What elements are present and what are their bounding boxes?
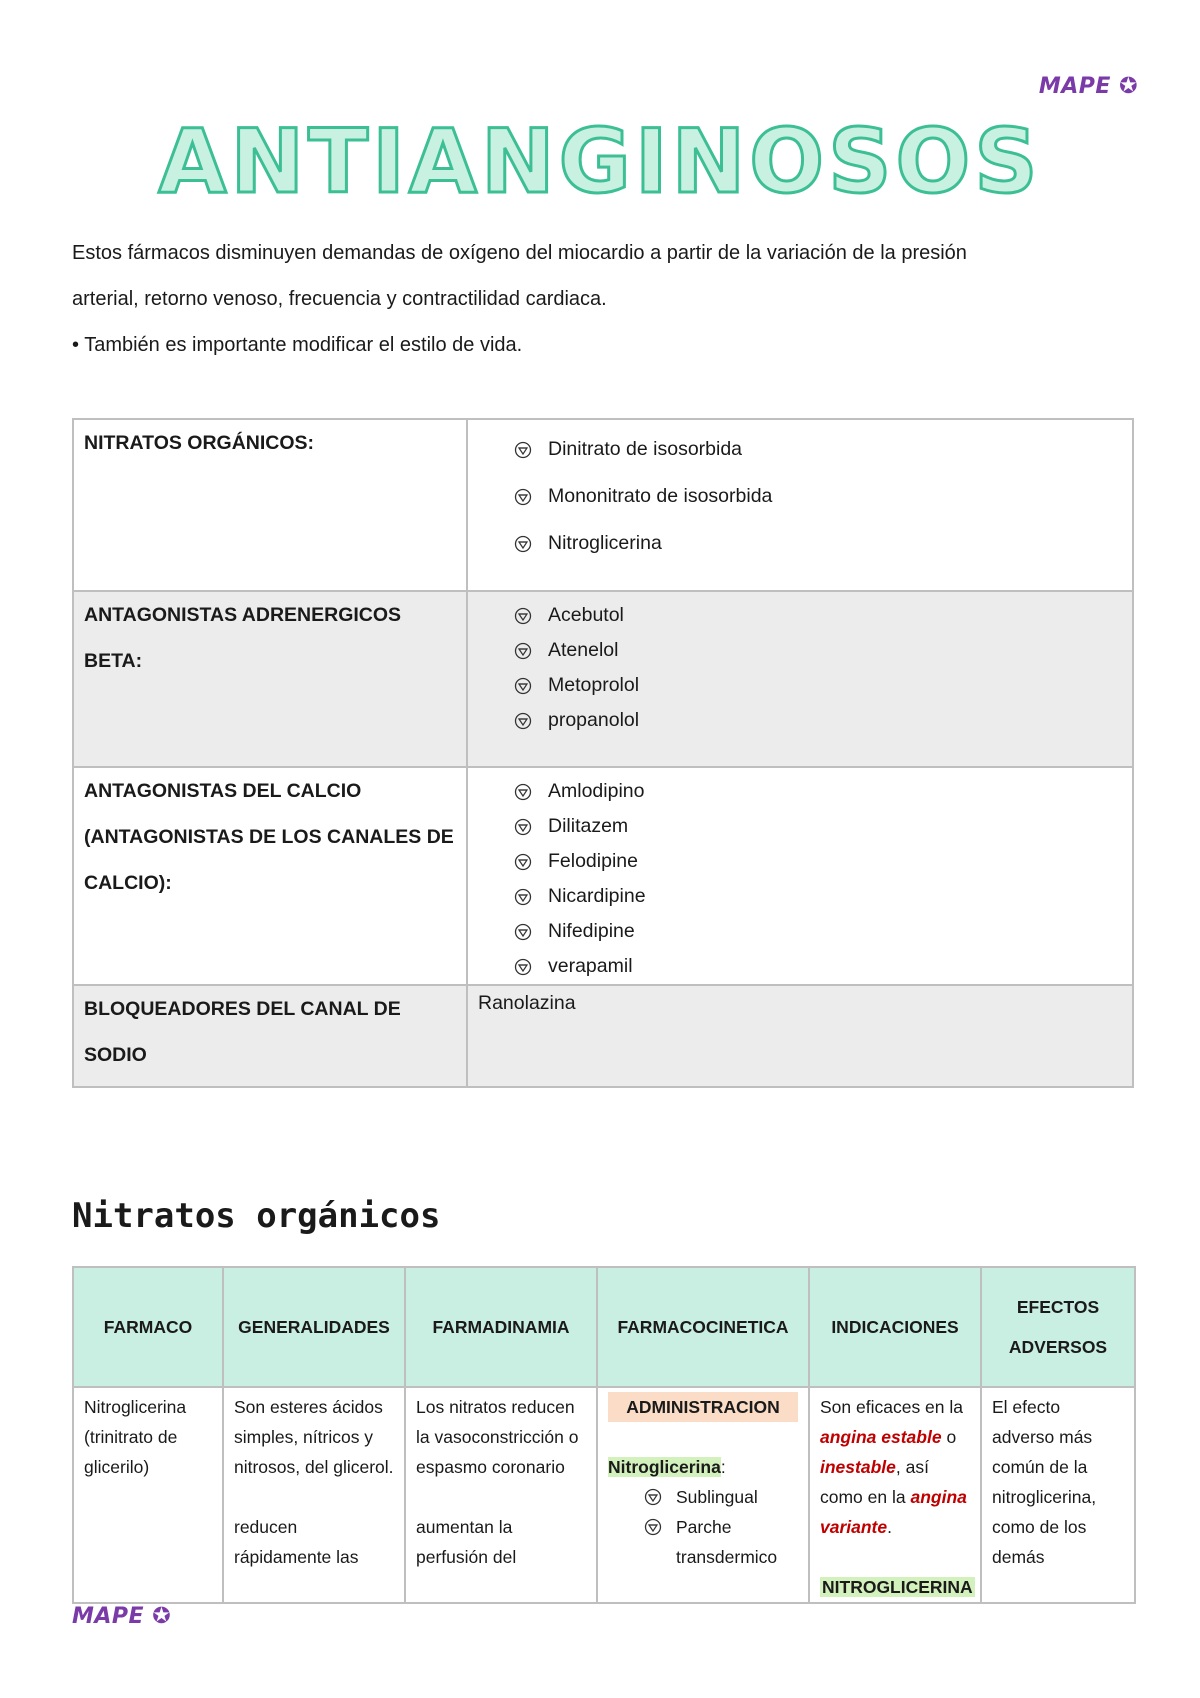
list-item-label: Dinitrato de isosorbida — [548, 438, 743, 460]
intro-line-2: arterial, retorno venoso, frecuencia y contractilidad cardiaca. — [72, 288, 607, 310]
table-row — [73, 1387, 1135, 1603]
gem-bullet-icon — [514, 923, 532, 941]
list-item-label: Nifedipine — [548, 920, 635, 942]
list-item-label: verapamil — [548, 955, 633, 977]
drug-list — [514, 598, 1132, 738]
list-item — [514, 879, 1132, 914]
table-row — [73, 767, 1133, 985]
list-item-label: Nicardipine — [548, 885, 646, 907]
gem-bullet-icon — [514, 607, 532, 625]
column-header: FARMACO — [73, 1267, 223, 1387]
list-item-label: Dilitazem — [548, 815, 629, 837]
gem-bullet-icon — [644, 1488, 662, 1506]
list-item-label: Felodipine — [548, 850, 638, 872]
drug-cell: Ranolazina — [467, 985, 1133, 1087]
list-item-label: Nitroglicerina — [548, 532, 662, 554]
list-item — [514, 473, 1132, 520]
gem-bullet-icon — [514, 712, 532, 730]
drug-list — [514, 774, 1132, 984]
list-item-label: propanolol — [548, 709, 640, 731]
table-row — [73, 419, 1133, 591]
category-cell: BLOQUEADORES DEL CANAL DE SODIO — [73, 985, 467, 1087]
category-cell: ANTAGONISTAS ADRENERGICOS BETA: — [73, 591, 467, 767]
list-item-label: Metoprolol — [548, 674, 640, 696]
farmaco-cell: Nitroglicerina (trinitrato de glicerilo) — [73, 1387, 223, 1603]
list-item — [644, 1512, 798, 1572]
drug-class-table — [72, 418, 1134, 1088]
intro-paragraph — [72, 230, 1132, 368]
list-item — [644, 1482, 798, 1512]
gem-bullet-icon — [514, 488, 532, 506]
list-item — [514, 520, 1132, 567]
intro-line-1: Estos fármacos disminuyen demandas de oxígeno del miocardio a partir de la variación de la presión — [72, 242, 967, 264]
list-item — [514, 844, 1132, 879]
list-item-label: Parche transdermico — [676, 1517, 778, 1567]
generalidades-cell: Son esteres ácidos simples, nítricos y nitrosos, del glicerol. reducen rápidamente las — [223, 1387, 405, 1603]
heart-icon: ✪ — [152, 1604, 172, 1629]
farmadinamia-cell: Los nitratos reducen la vasoconstricción o espasmo coronario aumentan la perfusión del — [405, 1387, 597, 1603]
category-cell: ANTAGONISTAS DEL CALCIO (ANTAGONISTAS DE LOS CANALES DE CALCIO): — [73, 767, 467, 985]
list-item-label: Acebutol — [548, 604, 624, 626]
category-cell: NITRATOS ORGÁNICOS: — [73, 419, 467, 591]
list-item-label: Mononitrato de isosorbida — [548, 485, 773, 507]
intro-bullet: • También es importante modificar el estilo de vida. — [72, 334, 523, 356]
table-row — [73, 591, 1133, 767]
indicaciones-cell: Son eficaces en la angina estable o inestable, así como en la angina variante. NITROGLICERINA — [809, 1387, 981, 1603]
column-header: INDICACIONES — [809, 1267, 981, 1387]
gem-bullet-icon — [514, 888, 532, 906]
brand-logo-bottom: MAPE ✪ — [72, 1604, 172, 1629]
list-item — [514, 426, 1132, 473]
column-header: FARMADINAMIA — [405, 1267, 597, 1387]
list-item-label: Sublingual — [676, 1487, 758, 1507]
list-item — [514, 668, 1132, 703]
list-item — [514, 633, 1132, 668]
administracion-label: ADMINISTRACION — [608, 1392, 798, 1422]
drug-list-cell — [467, 767, 1133, 985]
column-header: GENERALIDADES — [223, 1267, 405, 1387]
drug-list-cell — [467, 591, 1133, 767]
list-item — [514, 809, 1132, 844]
brand-logo-top: MAPE ✪ — [1038, 74, 1138, 99]
nitroglicerina-tag: NITROGLICERINA — [822, 1577, 973, 1597]
page-title: ANTIANGINOSOS — [158, 110, 1042, 213]
list-item — [514, 774, 1132, 809]
list-item — [514, 598, 1132, 633]
gem-bullet-icon — [514, 535, 532, 553]
list-item-label: Atenelol — [548, 639, 619, 661]
list-item — [514, 914, 1132, 949]
list-item-label: Amlodipino — [548, 780, 645, 802]
column-header: EFECTOS ADVERSOS — [981, 1267, 1135, 1387]
gem-bullet-icon — [514, 783, 532, 801]
drug-list-cell — [467, 419, 1133, 591]
gem-bullet-icon — [514, 958, 532, 976]
list-item — [514, 703, 1132, 738]
gem-bullet-icon — [514, 642, 532, 660]
gem-bullet-icon — [514, 818, 532, 836]
header-row — [73, 1267, 1135, 1387]
nitroglicerina-label: Nitroglicerina — [608, 1457, 721, 1477]
column-header: FARMACOCINETICA — [597, 1267, 809, 1387]
heart-icon: ✪ — [1119, 74, 1138, 99]
nitrate-table — [72, 1266, 1136, 1604]
gem-bullet-icon — [514, 677, 532, 695]
gem-bullet-icon — [514, 853, 532, 871]
efectos-cell: El efecto adverso más común de la nitroglicerina, como de los demás — [981, 1387, 1135, 1603]
gem-bullet-icon — [644, 1518, 662, 1536]
route-list — [608, 1482, 798, 1572]
gem-bullet-icon — [514, 441, 532, 459]
farmacocinetica-cell: ADMINISTRACION Nitroglicerina: Sublingual Parche transdermico — [597, 1387, 809, 1603]
drug-list — [514, 426, 1132, 567]
section-title: Nitratos orgánicos — [72, 1196, 441, 1236]
table-row — [73, 985, 1133, 1087]
list-item — [514, 949, 1132, 984]
